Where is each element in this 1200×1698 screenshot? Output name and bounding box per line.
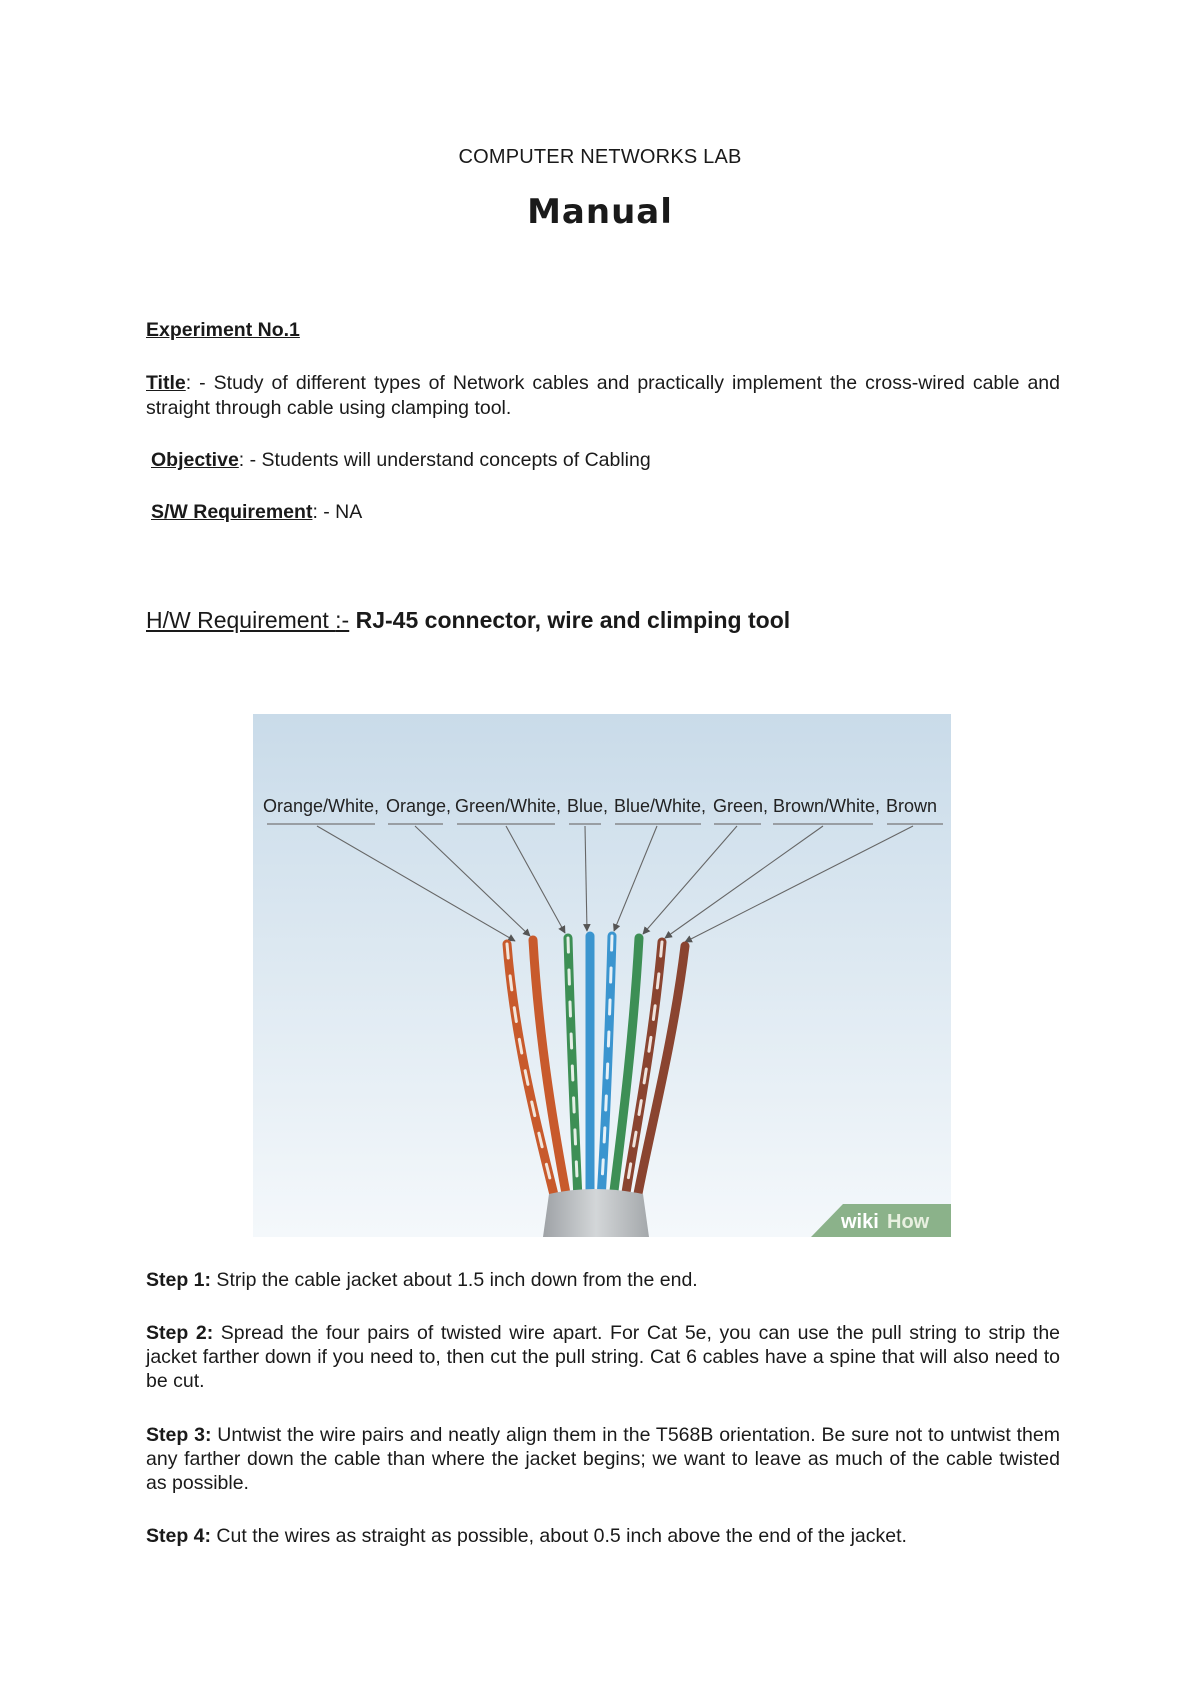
experiment-label: Experiment No.1 bbox=[146, 319, 300, 341]
hw-text: RJ-45 connector, wire and climping tool bbox=[349, 607, 791, 633]
step-2-text: Spread the four pairs of twisted wire apart. For Cat 5e, you can use the pull string to strip the jacket farther down if you need to, then cut the pull string. Cat 6 cables have a spine that will also need to be cut. bbox=[146, 1322, 1061, 1392]
step-3-text: Untwist the wire pairs and neatly align them in the T568B orientation. Be sure not to untwist them any farther down the cable than where the jacket begins; we want to leave as much of the cable twisted as possible. bbox=[146, 1424, 1060, 1494]
watermark-wiki: wiki bbox=[841, 1211, 879, 1233]
objective-paragraph bbox=[151, 448, 1065, 473]
step-1-text: Strip the cable jacket about 1.5 inch down from the end. bbox=[211, 1269, 698, 1291]
step-2 bbox=[146, 1321, 1060, 1393]
manual-title: Manual bbox=[527, 192, 673, 232]
objective-text: : - Students will understand concepts of Cabling bbox=[238, 449, 651, 471]
label-blue: Blue, bbox=[567, 796, 609, 816]
step-3 bbox=[146, 1423, 1060, 1495]
title-label: Title bbox=[146, 372, 186, 394]
label-green-white: Green/White, bbox=[455, 796, 562, 816]
sw-text: : - NA bbox=[312, 501, 363, 523]
label-orange-white: Orange/White, bbox=[263, 796, 380, 816]
label-orange: Orange, bbox=[386, 796, 452, 816]
label-brown-white: Brown/White, bbox=[773, 796, 881, 816]
objective-label: Objective bbox=[151, 449, 239, 471]
experiment-number bbox=[146, 318, 1060, 343]
step-1 bbox=[146, 1268, 1060, 1292]
wire-diagram bbox=[253, 714, 951, 1237]
label-green: Green, bbox=[713, 796, 769, 816]
step-2-label: Step 2: bbox=[146, 1322, 214, 1344]
course-title: COMPUTER NETWORKS LAB bbox=[458, 146, 742, 168]
step-3-label: Step 3: bbox=[146, 1424, 212, 1446]
title-paragraph bbox=[146, 371, 1060, 421]
label-blue-white: Blue/White, bbox=[614, 796, 707, 816]
hw-label: H/W Requirement bbox=[146, 607, 336, 633]
hw-requirement bbox=[146, 608, 1060, 633]
title-text: : - Study of different types of Network cables and practically implement the cross-wired cable and straight through cable using clamping tool. bbox=[146, 372, 1060, 419]
cable-jacket bbox=[543, 1189, 649, 1237]
step-4-label: Step 4: bbox=[146, 1525, 212, 1547]
step-4 bbox=[146, 1524, 1060, 1548]
step-4-text: Cut the wires as straight as possible, about 0.5 inch above the end of the jacket. bbox=[211, 1525, 907, 1547]
sw-requirement bbox=[151, 500, 1065, 525]
watermark-how: How bbox=[887, 1211, 930, 1233]
label-brown: Brown bbox=[886, 796, 938, 816]
wire-labels bbox=[263, 796, 937, 816]
cable-wiring-figure bbox=[253, 714, 951, 1237]
step-1-label: Step 1: bbox=[146, 1269, 212, 1291]
hw-separator: :- bbox=[335, 607, 350, 633]
sw-label: S/W Requirement bbox=[151, 501, 313, 523]
